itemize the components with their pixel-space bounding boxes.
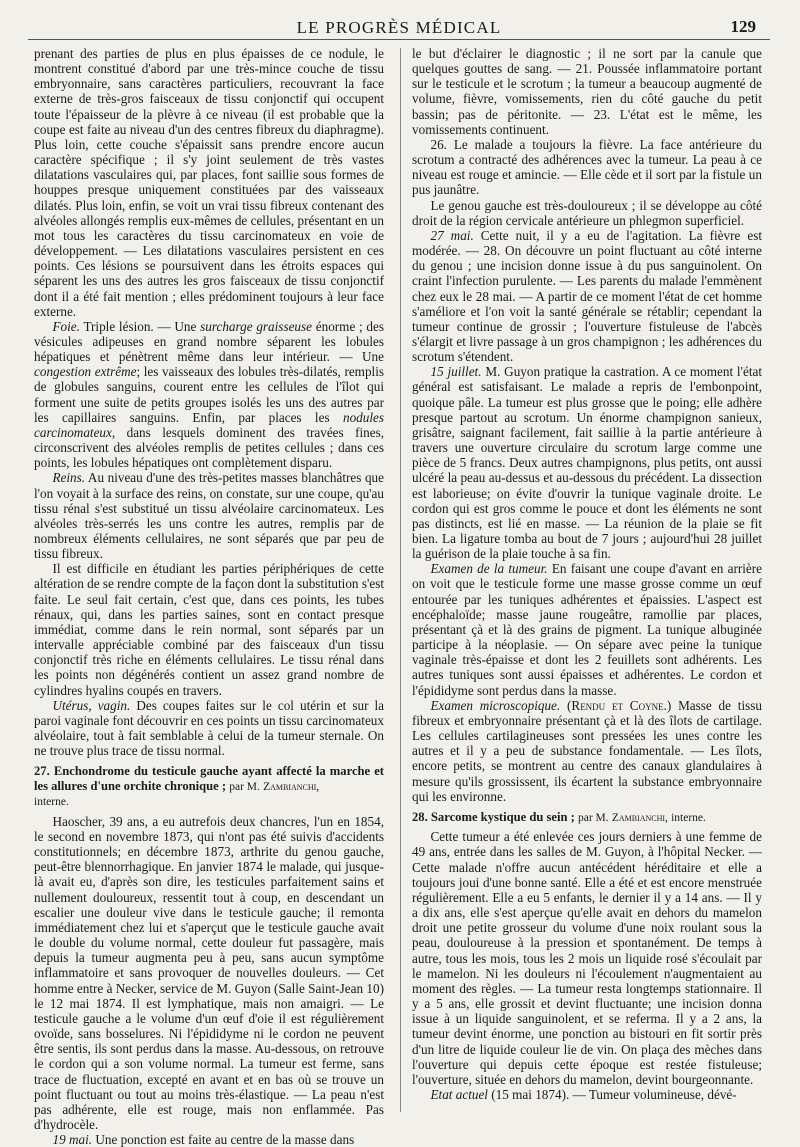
author-role: interne. xyxy=(34,796,69,809)
authors: (Rendu et Coyne.) xyxy=(567,697,672,713)
paragraph-15-juillet xyxy=(412,364,762,561)
date: 19 mai. xyxy=(52,1132,93,1147)
text: Des coupes faites sur le col utérin et sur la paroi vaginale font découvrir en ces points un tissu carcinomateux alvéolaire, tout à fait semblable à celui de la tumeur sternale. On ne trouve plus trace de tissu normal. xyxy=(34,697,385,759)
article-title: Sarcome kystique du sein ; xyxy=(430,809,575,824)
article-heading-28 xyxy=(412,810,762,826)
section-label: Utérus, vagin. xyxy=(52,697,131,713)
paragraph: prenant des parties de plus en plus épaisses de ce nodule, le montrent constitué d'abord par une très-mince couche de tissu embryonnaire, sans caractères particuliers, recouvrant la face externe de très-gros faisceaux de tissu conjonctif qui occupent toute l'épaisseur de la plèvre à ce niveau (il est probable que la coupe est faite au niveau d'un des centres fibreux du diaphragme). Plus loin, cette couche s'épaissit sans prendre encore aucun caractère spécifique ; il s'y joint seulement de très vastes dilatations vasculaires qui, par places, font saillie sous formes de houppes presque uniquement constituées par des vaisseaux dilatés. Plus loin, enfin, se voit un vrai tissu fibreux contenant des alvéoles allongés remplis eux-mêmes de cellules, présentant en un mot tous les caractères du tissu carcinomateux en voie de développement. — Les dilatations vasculaires persistent en ces points. Ces lésions se poursuivent dans les étroits espaces qui séparent les uns des autres les gros faisceaux de tissu conjonctif dont il a été fait mention ; elles prédominent toujours à leur face externe. xyxy=(34,46,384,319)
article-number: 28. xyxy=(412,809,428,824)
paragraph: le but d'éclairer le diagnostic ; il ne sort par la canule que quelques gouttes de sang. — 21. Poussée inflammatoire portant sur le testicule et le scrotum ; la tumeur a beaucoup augmenté de volume, fièvre, vomissements, rien du côté gauche du petit bassin; pas de péritonite. — 23. L'état est le même, les vomissements continuent. xyxy=(412,46,762,137)
emphasis: surcharge graisseuse xyxy=(200,318,313,334)
author-role: interne. xyxy=(671,811,706,824)
paragraph-reins xyxy=(34,470,384,561)
section-label: Reins. xyxy=(52,470,86,486)
date: 15 juillet. xyxy=(430,364,482,380)
text: Au niveau d'une des très-petites masses blanchâtres que l'on voyait à la surface des reins, on constate, sur une coupe, qu'au tissu rénal s'est substitué un tissu alvéolaire carcinomateux. Les alvéoles très-serrés les uns contre les autres, remplis par de nombreux éléments cellulaires, ne sont séparés que par peu de tissu fibreux. xyxy=(34,470,384,562)
paragraph-foie xyxy=(34,319,384,471)
text: Masse de tissu fibreux et embryonnaire présentant çà et là des îlots de cartilage. Les cellules cartilagineuses sont pressées les unes contre les autres et il y a peu de substance fondamentale. — Les îlots, encore petits, se montrent au centre des canaux glandulaires à mesure qu'ils grossissent, ils écartent la substance embryonnaire qui les environne. xyxy=(412,697,762,804)
paragraph: Haoscher, 39 ans, a eu autrefois deux chancres, l'un en 1854, le second en novembre 1873, qui n'ont pas été suivis d'accidents constitutionnels; en décembre 1873, arthrite du genou gauche, peut-être blennorrhagique. En janvier 1874 le malade, qui jusque-là avait eu, d'après son dire, les testicules parfaitement sains et nullement douloureux, ressentit tout à coup, en descendant un escalier une douleur vive dans le testicule gauche; il remonta immédiatement chez lui et s'aperçut que le testicule gauche avait le double du volume normal, cette douleur fut passagère, mais depuis la tumeur augmenta peu à peu, sans aucun symptôme inflammatoire et sans provoquer de nouvelles douleurs. — Cet homme entre à Necker, service de M. Guyon (Salle Saint-Jean 10) le 12 mai 1874. Il est lymphatique, mais non amaigri. — Le testicule gauche a le volume d'un œuf d'oie il est régulièrement ovoïde, sans bosselures. Ni l'épididyme ni le cordon ne peuvent être sentis, ils sont perdus dans la masse. Au-dessous, on retrouve le cordon qui a son volume normal. La tumeur est ferme, sans trace de fluctuation, excepté en avant et en bas où se trouve un point fluctuant ou tout au moins très-élastique. — La peau n'est pas adhérente, elle est rouge, mais non enflammée. Pas d'hydrocèle. xyxy=(34,813,384,1132)
section-label: Etat actuel xyxy=(430,1086,488,1102)
paragraph: Le genou gauche est très-douloureux ; il se développe au côté droit de la région cervicale antérieure un phlegmon superficiel. xyxy=(412,197,762,228)
left-column xyxy=(34,46,385,1147)
paragraph-examen-microscopique xyxy=(412,698,762,804)
date: 27 mai. xyxy=(430,227,474,243)
paragraph: Il est difficile en étudiant les parties périphériques de cette altération de se rendre compte de la façon dont la substitution s'est faite. Le seul fait certain, c'est que, dans ces points, les tubes rénaux, qui, dans les parties saines, sont en contact presque immédiat, comme dans le rein normal, sont séparés par un intervalle appréciable combiné par des faisceaux d'un tissu conjonctif très riche en éléments cellulaires. Le tissu rénal dans les points non dégénérés contient un assez grand nombre de cylindres hyalins coupés en travers. xyxy=(34,561,384,698)
paragraph-etat-actuel xyxy=(412,1087,762,1102)
paragraph-uterus xyxy=(34,698,384,759)
section-label: Examen de la tumeur. xyxy=(430,561,548,577)
emphasis: congestion extrême xyxy=(34,364,137,380)
page-number: 129 xyxy=(730,17,756,36)
text: dans lesquels dominent des travées fines, circonscrivent des alvéoles remplis de petites cellules ; dans ces points, les lobules hépatiques ont complètement disparu. xyxy=(34,424,385,471)
paragraph: 26. Le malade a toujours la fièvre. La face antérieure du scrotum a contracté des adhérences avec la tumeur. La peau à ce niveau est rouge et amincie. — Elle cède et il sort par la fistule un pus jaunâtre. xyxy=(412,136,762,198)
byline: par M. xyxy=(577,811,609,824)
article-heading-27 xyxy=(34,764,384,810)
text: Cette nuit, il y a eu de l'agitation. La fièvre est modérée. — 28. On découvre un point fluctuant au côté interne du genou ; une incision donne issue à du pus sanguinolent. On craint l'infection purulente. — Les parents du malade l'emmènent chez eux le 28 mai. — A partir de ce moment l'état de cet homme s'améliore et l'on voit la santé générale se rétablir; cependant la tumeur continue de grossir ; l'ouverture fistuleuse de l'abcès s'élargit et livre passage à un gros champignon ; les adhérences du scrotum s'étendent. xyxy=(412,227,762,365)
text: Triple lésion. — Une xyxy=(83,318,197,334)
text: énorme ; des vésicules adipeuses en grand nombre séparent les lobules hépatiques et pénètrent même dans leur intérieur. — Une xyxy=(34,318,385,365)
paragraph-27-mai xyxy=(412,228,762,364)
article-title: Enchondrome du testicule gauche ayant affecté la marche et les allures d'une orchite chronique ; xyxy=(34,764,384,793)
date: (15 mai 1874). xyxy=(491,1086,570,1102)
text: — Tumeur volumineuse, dévé- xyxy=(572,1086,737,1102)
page-header xyxy=(28,14,770,40)
text: M. Guyon pratique la castration. A ce moment l'état général est satisfaisant. Le malade a repris de l'embonpoint, quoique pâle. La tumeur est plus grosse que le poing; elle adhère presque partout au scrotum. Un énorme champignon sanieux, grisâtre, saignant facilement, fait saillie à la partie antérieure à travers une ouverture circulaire du scrotum large comme une pièce de 5 francs. Deux autres champignons, plus petits, ont aussi ulcéré la peau au-dessus et au-dessous du précédent. La dissection est laborieuse; on évite d'ouvrir la tunique vaginale droite. Le cordon qui est gros comme le pouce et dont les éléments ne sont pas distincts, est lié en masse. — La réunion de la plaie se fit bien. La ligature tomba au bout de 7 jours ; aujourd'hui 28 juillet la guérison de la plaie touche à sa fin. xyxy=(412,364,763,562)
byline: par M. xyxy=(229,780,260,793)
paragraph-examen-tumeur xyxy=(412,561,762,697)
emphasis: nodules carcinomateux, xyxy=(34,409,385,440)
paragraph: Cette tumeur a été enlevée ces jours derniers à une femme de 49 ans, entrée dans les salles de M. Guyon, à l'hôpital Necker. — Cette malade n'offre aucun antécédent héréditaire et elle a toujours joui d'une bonne santé. Elle a été et est encore menstruée régulièrement. Elle a eu 5 enfants, le dernier il y a 14 ans. — Il y a dix ans, elle s'est aperçue qu'elle avait en dehors du mamelon droit une petite grosseur du volume d'une noix roulant sous la peau, douloureuse à la pression et spontanément. De temps à autre, tous les mois, tous les 2 mois un liquide rosé s'écoulait par le mamelon. Ni les douleurs ni l'écoulement n'augmentaient au moment des règles. — La tumeur resta longtemps stationnaire. Il y a 5 ans, elle grossit et devint fluctuante; une incision donna issue à un liquide sanguinolent, et se referma. Il y a 2 ans, la tumeur devint énorme, une ponction au bistouri en fit sortir près d'un litre de liquide couleur lie de vin. On plaça des mèches dans l'ouverture qui depuis cette époque est restée fistuleuse; l'ouverture, située en dehors du mamelon, devint bourgeonnante. xyxy=(412,829,762,1087)
paragraph-19-mai xyxy=(34,1132,384,1147)
journal-title: LE PROGRÈS MÉDICAL xyxy=(296,18,502,37)
text: Une ponction est faite au centre de la masse dans xyxy=(95,1132,355,1147)
section-label: Examen microscopique. xyxy=(430,697,561,713)
author: Zambianchi, xyxy=(611,811,668,824)
text: ; les vaisseaux des lobules très-dilatés, remplis de globules sanguins, courent entre les cellules de l'îlot qui forment une suite de petits groupes isolés les uns des autres par les capillaires sanguins. Enfin, par places les xyxy=(34,364,384,425)
author: Zambianchi, xyxy=(263,780,320,793)
section-label: Foie. xyxy=(52,318,80,334)
column-divider xyxy=(400,48,401,1112)
right-column xyxy=(412,46,762,1114)
article-number: 27. xyxy=(34,764,50,779)
text: En faisant une coupe d'avant en arrière on voit que le testicule forme une masse grosse comme un œuf entourée par les tuniques adhérentes et épaissies. L'aspect est encéphaloïde; masse jaune rougeâtre, ramollie par places, présentant çà et là des grains de pigment. La tunique albuginée participe à la néoplasie. — On sépare avec peine la tunique vaginale très-épaisse et dont les 2 feuillets sont adhérents. Les autres tuniques sont aussi épaisses et adhérentes. Le cordon et l'épididyme sont perdus dans la masse. xyxy=(412,561,763,698)
header-rule xyxy=(28,39,770,40)
